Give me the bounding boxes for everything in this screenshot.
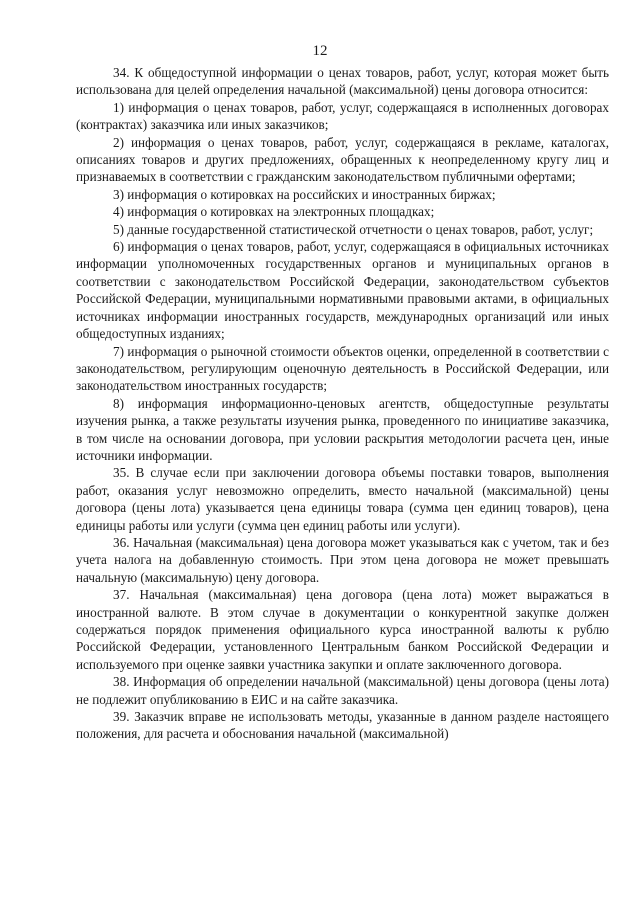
paragraph-34-item-8: 8) информация информационно-ценовых агентств, общедоступные результаты изучения рынка, а также результаты изучения рынка, проведенного по инициативе заказчика, в том числе на основании договора, при условии раскрытия методологии расчета цен, иные источники информации.: [76, 395, 609, 463]
paragraph-39: 39. Заказчик вправе не использовать методы, указанные в данном разделе настоящего положения, для расчета и обоснования начальной (максимальной): [76, 709, 609, 742]
page-number: 12: [312, 43, 328, 59]
paragraph-34-item-6: 6) информация о ценах товаров, работ, услуг, содержащаяся в официальных источниках информации уполномоченных государственных органов и муниципальных органов в соответствии с законодательством Российской Федерации, законодательством субъектов Российской Федерации, муниципальными нормативными правовыми актами, в официальных источниках информации иностранных государств, международных организаций или иных общедоступных изданиях;: [76, 239, 609, 342]
paragraph-34: 34. К общедоступной информации о ценах товаров, работ, услуг, которая может быть использована для целей определения начальной (максимальной) цены договора относится:: [76, 65, 609, 98]
paragraph-36: 36. Начальная (максимальная) цена договора может указываться как с учетом, так и без учета налога на добавленную стоимость. При этом цена договора не может превышать начальную (максимальную) цену договора.: [76, 534, 609, 585]
paragraph-37: 37. Начальная (максимальная) цена договора (цена лота) может выражаться в иностранной валюте. В этом случае в документации о конкурентной закупке должен содержаться порядок применения официального курса иностранной валюты к рублю Российской Федерации, установленного Центральным банком Российской Федерации и используемого при оценке заявки участника закупки и оплате заключенного договора.: [76, 587, 609, 672]
paragraph-38: 38. Информация об определении начальной (максимальной) цены договора (цены лота) не подлежит опубликованию в ЕИС и на сайте заказчика.: [76, 674, 609, 707]
paragraph-34-item-2: 2) информация о ценах товаров, работ, услуг, содержащаяся в рекламе, каталогах, описаниях товаров и других предложениях, обращенных к неопределенному кругу лиц и признаваемых в соответствии с гражданским законодательством публичными офертами;: [76, 134, 609, 185]
document-body: [76, 64, 609, 743]
paragraph-34-item-4: 4) информация о котировках на электронных площадках;: [113, 204, 435, 220]
paragraph-35: 35. В случае если при заключении договора объемы поставки товаров, выполнения работ, оказания услуг невозможно определить, вместо начальной (максимальной) цены договора (цены лота) указывается цена единицы товара (сумма цен единиц товаров), цена единицы работы или услуги (сумма цен единиц работы или услуги).: [76, 465, 609, 533]
paragraph-34-item-1: 1) информация о ценах товаров, работ, услуг, содержащаяся в исполненных договорах (контрактах) заказчика или иных заказчиков;: [76, 99, 609, 133]
paragraph-34-item-5: 5) данные государственной статистической отчетности о ценах товаров, работ, услуг;: [113, 221, 594, 237]
paragraph-34-item-7: 7) информация о рыночной стоимости объектов оценки, определенной в соответствии с законодательством, регулирующим оценочную деятельность в Российской Федерации, или законодательством иностранных государств;: [76, 343, 609, 394]
paragraph-34-item-3: 3) информация о котировках на российских и иностранных биржах;: [113, 186, 496, 202]
